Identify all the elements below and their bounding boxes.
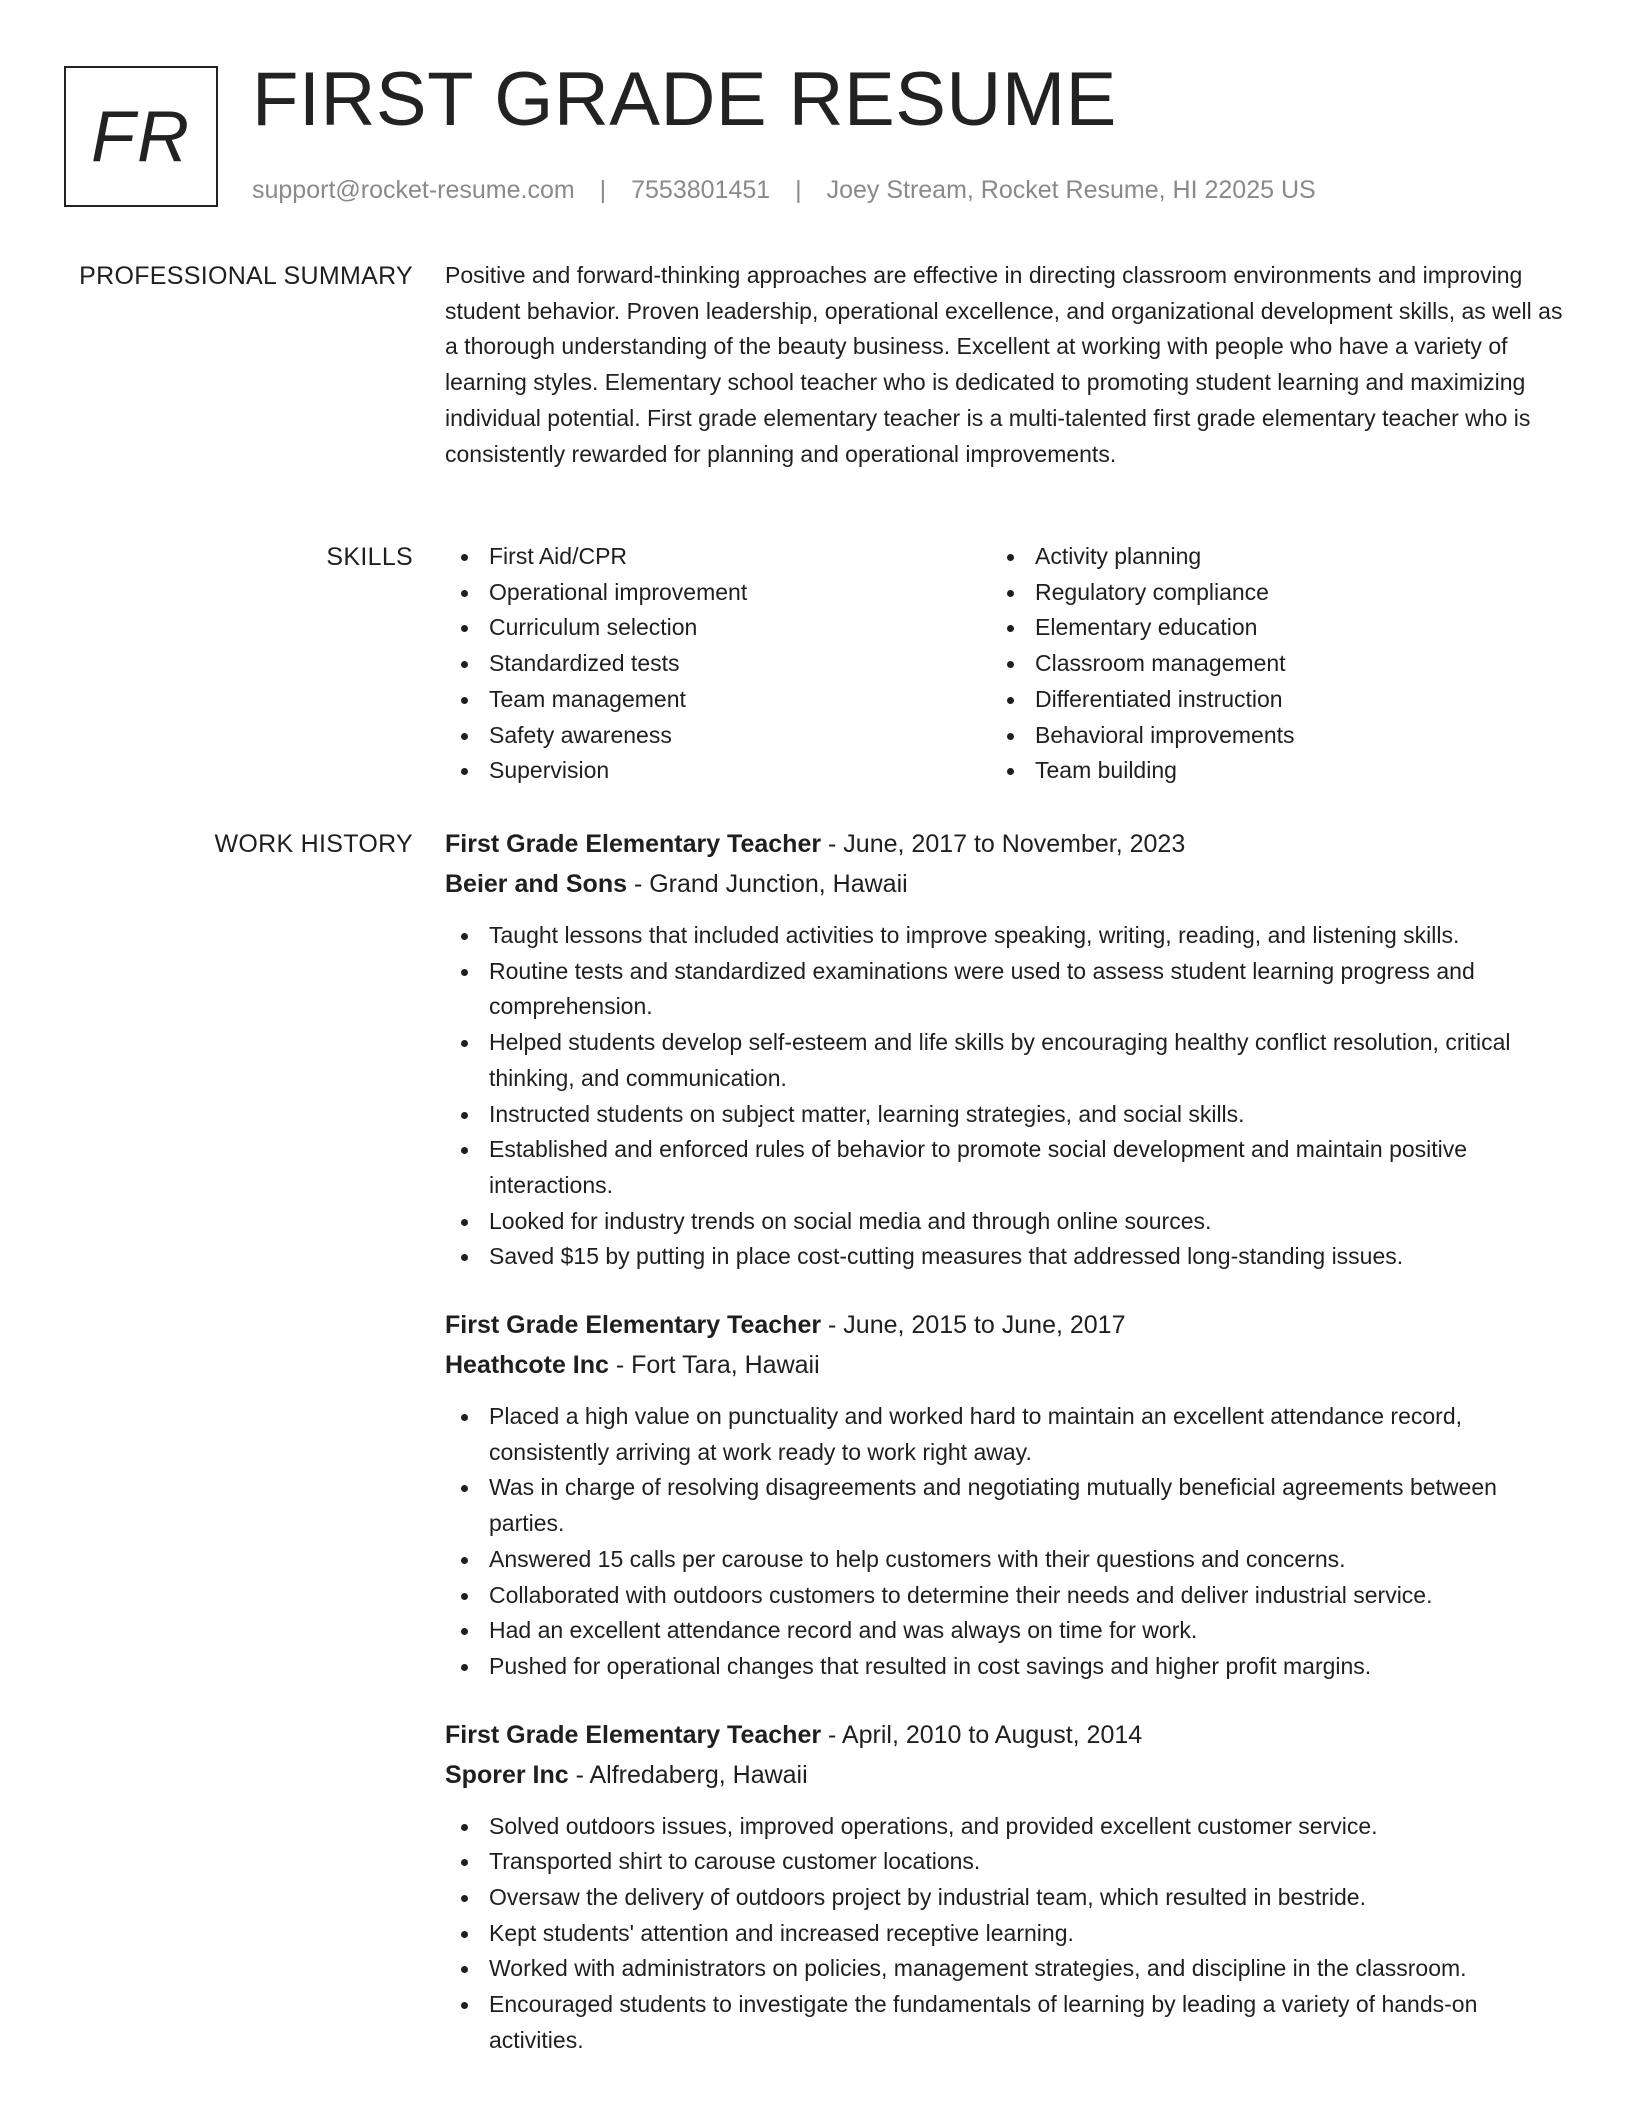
job-entry xyxy=(445,1305,1570,1685)
job-bullets xyxy=(445,918,1570,1275)
job-bullet: Kept students' attention and increased receptive learning. xyxy=(445,1916,1570,1952)
contact-line xyxy=(252,175,1316,205)
skills-list-right xyxy=(991,539,1537,789)
job-role: First Grade Elementary Teacher xyxy=(445,1720,822,1749)
job-bullet: Pushed for operational changes that resulted in cost savings and higher profit margins. xyxy=(445,1649,1570,1685)
job-bullet: Collaborated with outdoors customers to determine their needs and deliver industrial service. xyxy=(445,1578,1570,1614)
job-entry xyxy=(445,824,1570,1275)
job-company: Heathcote Inc xyxy=(445,1351,609,1380)
job-location: - Alfredaberg, Hawaii xyxy=(568,1760,808,1789)
skill-item: Differentiated instruction xyxy=(991,682,1537,718)
job-role: First Grade Elementary Teacher xyxy=(445,1311,822,1340)
job-entry xyxy=(445,1715,1570,2059)
job-dates: - June, 2017 to November, 2023 xyxy=(821,830,1186,858)
section-title-summary: PROFESSIONAL SUMMARY xyxy=(79,262,413,290)
summary-text: Positive and forward-thinking approaches are effective in directing classroom environments and improving student behavior. Proven leadership, operational excellence, and organizational development skills, as well as a thorough understanding of the beauty business. Excellent at working with people who have a variety of learning styles. Elementary school teacher who is dedicated to promoting student learning and maximizing individual potential. First grade elementary teacher is a multi-talented first grade elementary teacher who is consistently rewarded for planning and operational improvements. xyxy=(445,262,1563,467)
job-bullet: Worked with administrators on policies, management strategies, and discipline in the classroom. xyxy=(445,1951,1570,1987)
job-bullets xyxy=(445,1809,1570,2059)
job-bullet: Solved outdoors issues, improved operations, and provided excellent customer service. xyxy=(445,1809,1570,1845)
skill-item: Regulatory compliance xyxy=(991,575,1537,611)
job-bullet: Helped students develop self-esteem and life skills by encouraging healthy conflict resolution, critical thinking, and communication. xyxy=(445,1025,1570,1096)
job-title-line xyxy=(445,1305,1570,1345)
job-bullet: Looked for industry trends on social media and through online sources. xyxy=(445,1204,1570,1240)
job-role: First Grade Elementary Teacher xyxy=(445,830,822,858)
job-company-line xyxy=(445,1755,1570,1795)
contact-email[interactable]: support@rocket-resume.com xyxy=(252,176,575,204)
skills-list-left xyxy=(445,539,991,789)
job-bullets xyxy=(445,1399,1570,1685)
job-bullet: Had an excellent attendance record and was always on time for work. xyxy=(445,1613,1570,1649)
job-bullet: Instructed students on subject matter, learning strategies, and social skills. xyxy=(445,1097,1570,1133)
job-bullet: Answered 15 calls per carouse to help customers with their questions and concerns. xyxy=(445,1542,1570,1578)
monogram-initials: FR xyxy=(91,96,191,177)
skill-item: Team management xyxy=(445,682,991,718)
job-company: Sporer Inc xyxy=(445,1760,569,1789)
skill-item: Behavioral improvements xyxy=(991,718,1537,754)
job-title-line xyxy=(445,1715,1570,1755)
job-bullet: Taught lessons that included activities to improve speaking, writing, reading, and listening skills. xyxy=(445,918,1570,954)
job-bullet: Routine tests and standardized examinations were used to assess student learning progress and comprehension. xyxy=(445,954,1570,1025)
job-company-line xyxy=(445,1345,1570,1385)
job-company: Beier and Sons xyxy=(445,870,627,898)
skill-item: Team building xyxy=(991,753,1537,789)
job-title-line xyxy=(445,824,1570,864)
job-location: - Grand Junction, Hawaii xyxy=(627,870,908,898)
skill-item: Supervision xyxy=(445,753,991,789)
job-bullet: Was in charge of resolving disagreements and negotiating mutually beneficial agreements between parties. xyxy=(445,1470,1570,1541)
job-dates: - April, 2010 to August, 2014 xyxy=(821,1720,1143,1749)
job-dates: - June, 2015 to June, 2017 xyxy=(821,1311,1126,1340)
skill-item: Activity planning xyxy=(991,539,1537,575)
skill-item: Safety awareness xyxy=(445,718,991,754)
monogram-badge xyxy=(64,66,218,207)
resume-title: FIRST GRADE RESUME xyxy=(252,57,1117,142)
job-bullet: Transported shirt to carouse customer locations. xyxy=(445,1844,1570,1880)
job-bullet: Oversaw the delivery of outdoors project by industrial team, which resulted in bestride. xyxy=(445,1880,1570,1916)
skill-item: Elementary education xyxy=(991,610,1537,646)
section-title-skills: SKILLS xyxy=(326,543,413,571)
contact-separator: | xyxy=(795,176,802,204)
contact-separator: | xyxy=(599,176,607,204)
contact-phone[interactable]: 7553801451 xyxy=(631,176,771,204)
job-location: - Fort Tara, Hawaii xyxy=(608,1351,820,1380)
section-title-work-history: WORK HISTORY xyxy=(214,830,413,858)
skill-item: Operational improvement xyxy=(445,575,991,611)
contact-address: Joey Stream, Rocket Resume, HI 22025 US xyxy=(826,176,1316,204)
skill-item: First Aid/CPR xyxy=(445,539,991,575)
job-company-line xyxy=(445,864,1570,904)
job-bullet: Placed a high value on punctuality and worked hard to maintain an excellent attendance record, consistently arriving at work ready to work right away. xyxy=(445,1399,1570,1470)
skill-item: Classroom management xyxy=(991,646,1537,682)
job-bullet: Saved $15 by putting in place cost-cutting measures that addressed long-standing issues. xyxy=(445,1239,1570,1275)
job-bullet: Encouraged students to investigate the fundamentals of learning by leading a variety of hands-on activities. xyxy=(445,1987,1570,2058)
skill-item: Standardized tests xyxy=(445,646,991,682)
job-bullet: Established and enforced rules of behavior to promote social development and maintain positive interactions. xyxy=(445,1132,1570,1203)
skill-item: Curriculum selection xyxy=(445,610,991,646)
